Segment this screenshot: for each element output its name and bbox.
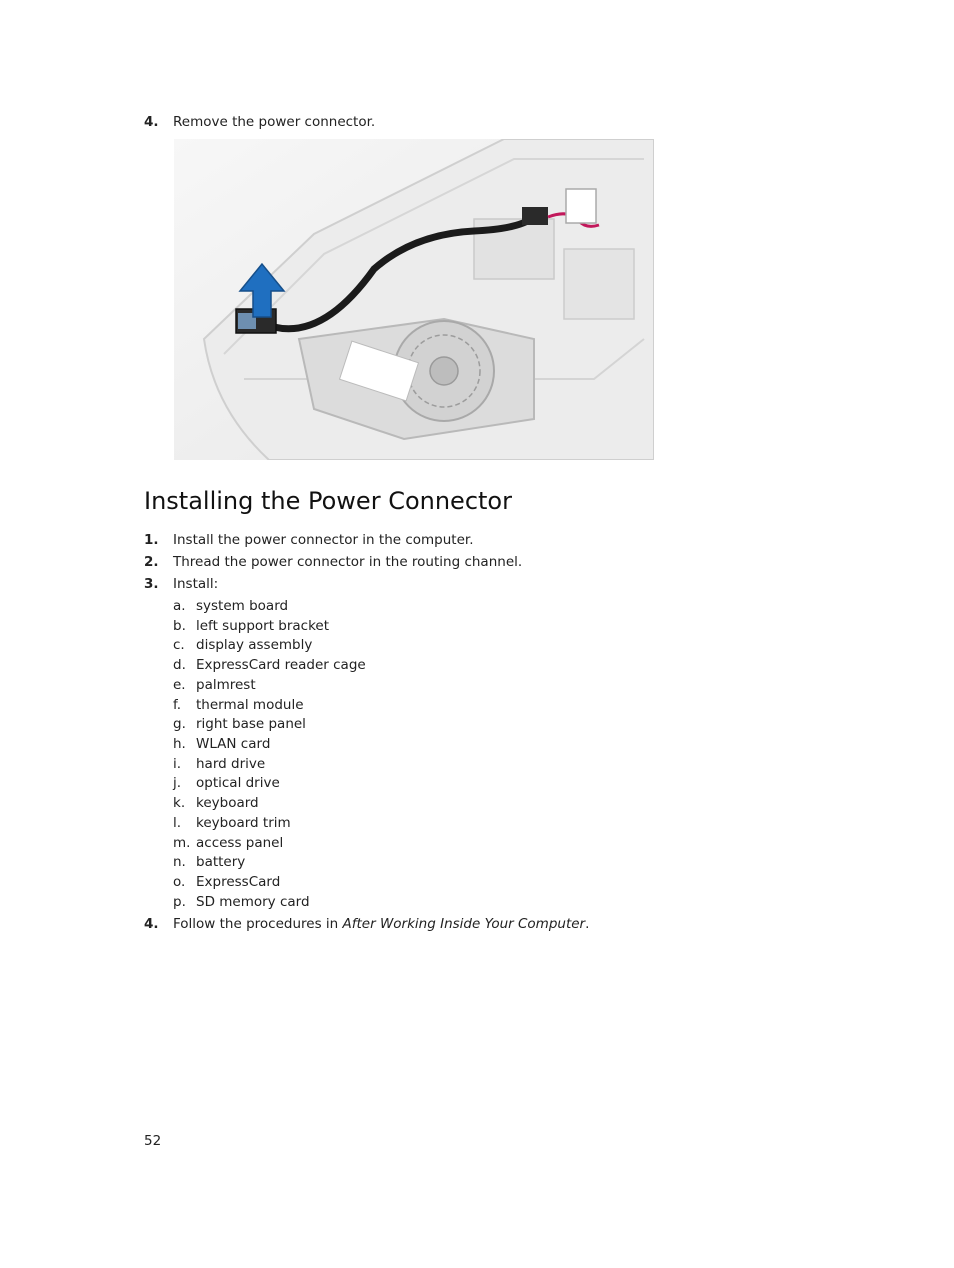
item-letter: o. xyxy=(173,874,186,890)
item-text: optical drive xyxy=(196,775,280,791)
step-text: Install: xyxy=(173,576,219,592)
list-item xyxy=(173,596,288,616)
item-letter: i. xyxy=(173,756,182,772)
step-number: 3. xyxy=(144,576,159,592)
step-number: 1. xyxy=(144,532,159,548)
item-text: access panel xyxy=(196,835,284,851)
item-letter: h. xyxy=(173,736,186,752)
item-letter: a. xyxy=(173,598,186,614)
step-text-reference: After Working Inside Your Computer xyxy=(342,916,586,932)
step-text xyxy=(173,914,589,934)
item-text: right base panel xyxy=(196,716,306,732)
list-item xyxy=(173,714,306,734)
item-letter: e. xyxy=(173,677,186,693)
item-text: thermal module xyxy=(196,697,304,713)
item-letter: g. xyxy=(173,716,186,732)
list-item xyxy=(173,892,310,912)
removal-step xyxy=(144,112,375,132)
item-text: display assembly xyxy=(196,637,313,653)
item-letter: f. xyxy=(173,697,182,713)
list-item xyxy=(173,813,291,833)
section-title: Installing the Power Connector xyxy=(144,487,512,515)
item-text: keyboard trim xyxy=(196,815,291,831)
step-text: Remove the power connector. xyxy=(173,114,376,130)
item-letter: l. xyxy=(173,815,182,831)
list-item xyxy=(173,635,312,655)
final-step xyxy=(144,914,589,934)
list-item xyxy=(173,616,329,636)
list-item xyxy=(173,675,256,695)
item-text: WLAN card xyxy=(196,736,271,752)
item-text: battery xyxy=(196,854,246,870)
item-text: hard drive xyxy=(196,756,266,772)
item-text: ExpressCard reader cage xyxy=(196,657,366,673)
step-number: 4. xyxy=(144,114,159,130)
step-text-after: . xyxy=(585,916,590,932)
step-number: 2. xyxy=(144,554,159,570)
power-connector-figure xyxy=(174,139,654,460)
item-letter: k. xyxy=(173,795,186,811)
item-letter: d. xyxy=(173,657,186,673)
step-text: Thread the power connector in the routing channel. xyxy=(173,554,523,570)
list-item xyxy=(173,833,283,853)
item-text: system board xyxy=(196,598,289,614)
install-step xyxy=(144,552,522,572)
list-item xyxy=(173,872,280,892)
step-text-before: Follow the procedures in xyxy=(173,916,343,932)
item-text: ExpressCard xyxy=(196,874,281,890)
list-item xyxy=(173,655,366,675)
list-item xyxy=(173,773,280,793)
item-letter: p. xyxy=(173,894,186,910)
item-letter: b. xyxy=(173,618,186,634)
list-item xyxy=(173,754,265,774)
page-number: 52 xyxy=(144,1133,162,1149)
power-connector-illustration xyxy=(174,139,654,460)
step-number: 4. xyxy=(144,916,159,932)
item-text: left support bracket xyxy=(196,618,330,634)
item-letter: c. xyxy=(173,637,185,653)
item-letter: n. xyxy=(173,854,186,870)
item-text: SD memory card xyxy=(196,894,310,910)
list-item xyxy=(173,695,304,715)
item-text: keyboard xyxy=(196,795,259,811)
step-text: Install the power connector in the computer. xyxy=(173,532,474,548)
item-letter: j. xyxy=(173,775,182,791)
item-letter: m. xyxy=(173,835,191,851)
install-step xyxy=(144,530,474,550)
list-item xyxy=(173,793,259,813)
item-text: palmrest xyxy=(196,677,256,693)
install-step xyxy=(144,574,218,594)
list-item xyxy=(173,734,270,754)
list-item xyxy=(173,852,245,872)
